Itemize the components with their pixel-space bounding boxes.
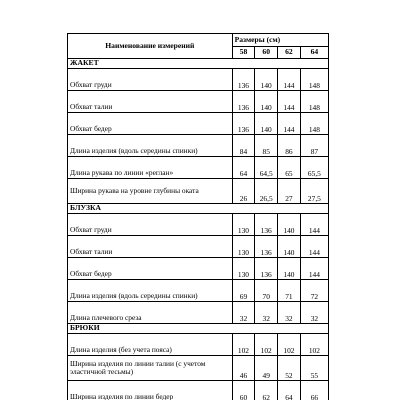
measurement-value: 144 — [300, 258, 328, 280]
measurement-value: 130 — [232, 214, 255, 236]
measurement-value: 66 — [300, 381, 328, 400]
measurement-label: Обхват бедер — [68, 113, 233, 135]
measurement-value: 26 — [232, 179, 255, 204]
header-measurement-name: Наименование измерений — [68, 34, 233, 59]
measurement-value: 148 — [300, 91, 328, 113]
measurement-value: 140 — [255, 69, 278, 91]
table-row — [68, 157, 329, 179]
table-row — [68, 214, 329, 236]
measurement-label: Обхват груди — [68, 69, 233, 91]
measurement-label: Ширина изделия по линии бедер — [68, 381, 233, 400]
table-row — [68, 381, 329, 400]
measurement-value: 87 — [300, 135, 328, 157]
measurement-label: Обхват талии — [68, 236, 233, 258]
measurement-value: 62 — [255, 381, 278, 400]
measurement-value: 136 — [255, 258, 278, 280]
table-row — [68, 258, 329, 280]
measurement-value: 130 — [232, 258, 255, 280]
measurement-value: 64,5 — [255, 157, 278, 179]
measurement-value: 85 — [255, 135, 278, 157]
measurement-value: 102 — [232, 334, 255, 356]
measurement-value: 136 — [232, 91, 255, 113]
table-row — [68, 113, 329, 135]
measurement-value: 65 — [278, 157, 301, 179]
header-size-64: 64 — [300, 47, 328, 59]
section-row — [68, 324, 329, 334]
measurement-value: 64 — [232, 157, 255, 179]
measurement-value: 26,5 — [255, 179, 278, 204]
section-row — [68, 59, 329, 69]
size-chart-table — [67, 33, 329, 400]
header-size-60: 60 — [255, 47, 278, 59]
header-size-62: 62 — [278, 47, 301, 59]
measurement-value: 69 — [232, 280, 255, 302]
measurement-value: 144 — [300, 214, 328, 236]
measurement-label: Длина изделия (вдоль середины спинки) — [68, 135, 233, 157]
measurement-value: 32 — [278, 302, 301, 324]
measurement-value: 140 — [278, 236, 301, 258]
measurement-value: 32 — [300, 302, 328, 324]
measurement-value: 102 — [300, 334, 328, 356]
measurement-label: Длина плечевого среза — [68, 302, 233, 324]
section-title: ЖАКЕТ — [68, 59, 329, 69]
measurement-value: 52 — [278, 356, 301, 381]
section-title: БРЮКИ — [68, 324, 329, 334]
measurement-value: 32 — [255, 302, 278, 324]
measurement-value: 60 — [232, 381, 255, 400]
measurement-value: 144 — [278, 113, 301, 135]
section-title: БЛУЗКА — [68, 204, 329, 214]
header-sizes: Размеры (см) — [232, 34, 328, 47]
measurement-value: 70 — [255, 280, 278, 302]
measurement-value: 86 — [278, 135, 301, 157]
measurement-value: 148 — [300, 69, 328, 91]
measurement-value: 148 — [300, 113, 328, 135]
measurement-value: 84 — [232, 135, 255, 157]
measurement-value: 27,5 — [300, 179, 328, 204]
measurement-value: 144 — [278, 91, 301, 113]
measurement-value: 55 — [300, 356, 328, 381]
table-row — [68, 179, 329, 204]
measurement-value: 144 — [300, 236, 328, 258]
measurement-label: Длина изделия (вдоль середины спинки) — [68, 280, 233, 302]
measurement-value: 64 — [278, 381, 301, 400]
measurement-label: Длина изделия (без учета пояса) — [68, 334, 233, 356]
table-body — [68, 59, 329, 400]
table-row — [68, 91, 329, 113]
measurement-label: Ширина изделия по линии талии (с учетом эластичной тесьмы) — [68, 356, 233, 381]
table-row — [68, 135, 329, 157]
table-row — [68, 280, 329, 302]
measurement-label: Длина рукава по линии «реглан» — [68, 157, 233, 179]
measurement-value: 102 — [278, 334, 301, 356]
measurement-value: 136 — [232, 113, 255, 135]
measurement-label: Обхват груди — [68, 214, 233, 236]
section-row — [68, 204, 329, 214]
measurement-value: 140 — [278, 258, 301, 280]
measurement-value: 136 — [232, 69, 255, 91]
table-row — [68, 356, 329, 381]
table-row — [68, 69, 329, 91]
header-size-58: 58 — [232, 47, 255, 59]
measurement-value: 140 — [255, 113, 278, 135]
measurement-value: 136 — [255, 236, 278, 258]
measurement-value: 65,5 — [300, 157, 328, 179]
table-row — [68, 302, 329, 324]
measurement-value: 102 — [255, 334, 278, 356]
measurement-value: 144 — [278, 69, 301, 91]
measurement-value: 49 — [255, 356, 278, 381]
measurement-value: 72 — [300, 280, 328, 302]
table-row — [68, 334, 329, 356]
measurement-value: 32 — [232, 302, 255, 324]
measurement-value: 140 — [255, 91, 278, 113]
measurement-label: Ширина рукава на уровне глубины оката — [68, 179, 233, 204]
measurement-value: 46 — [232, 356, 255, 381]
measurement-value: 140 — [278, 214, 301, 236]
measurement-value: 71 — [278, 280, 301, 302]
measurement-value: 130 — [232, 236, 255, 258]
table-row — [68, 236, 329, 258]
measurement-label: Обхват талии — [68, 91, 233, 113]
measurement-label: Обхват бедер — [68, 258, 233, 280]
measurement-value: 27 — [278, 179, 301, 204]
measurement-value: 136 — [255, 214, 278, 236]
